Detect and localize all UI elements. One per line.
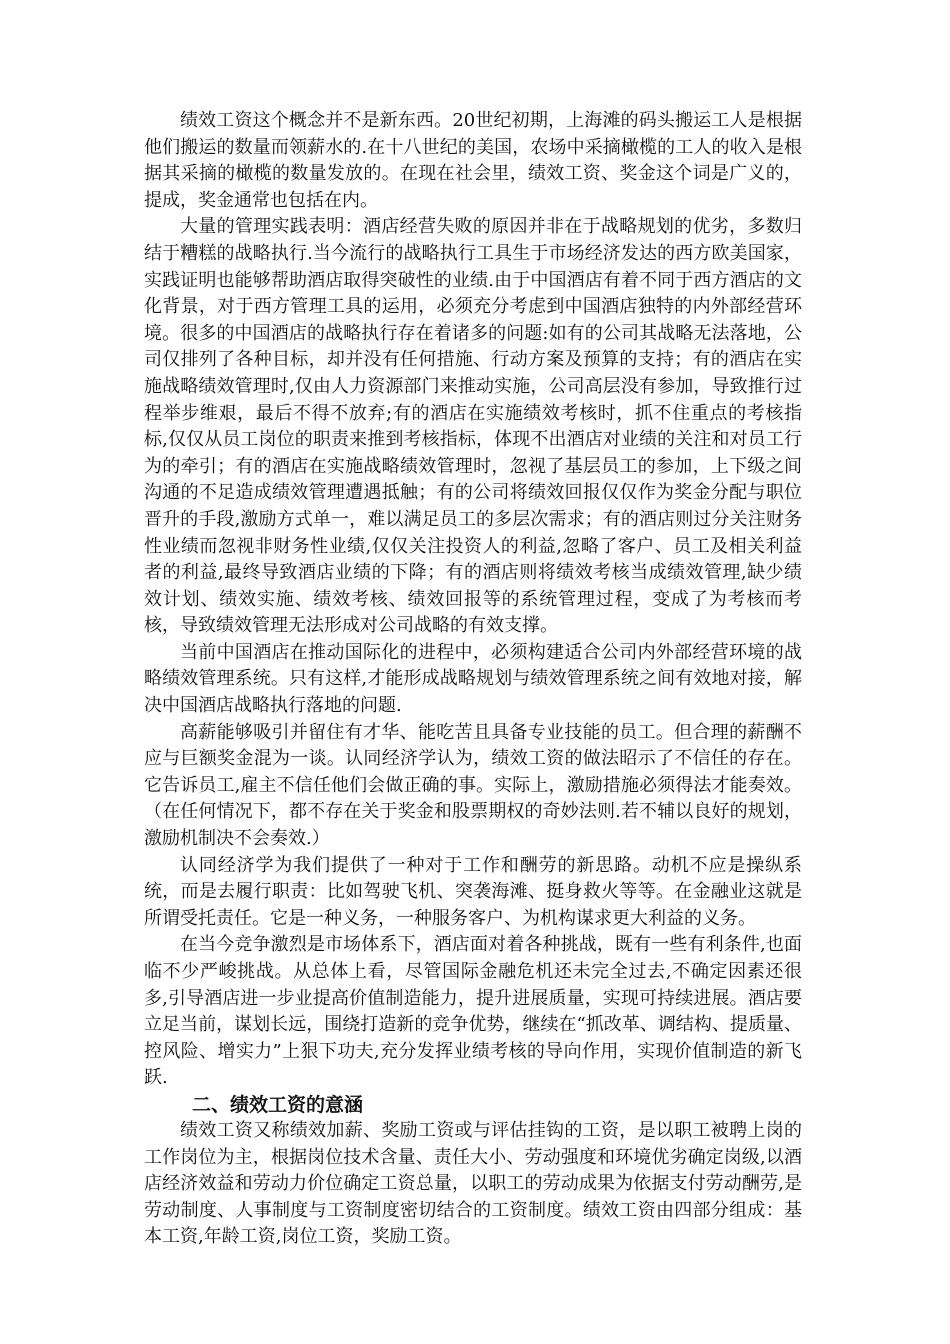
- paragraph-definition: 绩效工资又称绩效加薪、奖励工资或与评估挂钩的工资，是以职工被聘上岗的工作岗位为主，根据岗位技术含量、责任大小、劳动强度和环境优劣确定岗级,以酒店经济效益和劳动力价位确定工资总量，以职工的劳动成果为依据支付劳动酬劳,是劳动制度、人事制度与工资制度密切结合的工资制度。绩效工资由四部分组成：基本工资,年龄工资,岗位工资，奖励工资。: [144, 1119, 802, 1248]
- paragraph-internationalization: 当前中国酒店在推动国际化的进程中，必须构建适合公司内外部经营环境的战略绩效管理系统。只有这样,才能形成战略规划与绩效管理系统之间有效地对接，解决中国酒店战略执行落地的问题.: [144, 641, 802, 717]
- paragraph-history: 绩效工资这个概念并不是新东西。20世纪初期，上海滩的码头搬运工人是根据他们搬运的数量而领薪水的.在十八世纪的美国，农场中采摘橄榄的工人的收入是根据其采摘的橄榄的数量发放的。在现在社会里，绩效工资、奖金这个词是广义的，提成，奖金通常也包括在内。: [144, 110, 802, 211]
- section-heading: 二、绩效工资的意涵: [192, 1093, 364, 1116]
- paragraph-strategy-execution: 大量的管理实践表明：酒店经营失败的原因并非在于战略规划的优劣，多数归结于糟糕的战略执行.当今流行的战略执行工具生于市场经济发达的西方欧美国家，实践证明也能够帮助酒店取得突破性的业绩.由于中国酒店有着不同于西方酒店的文化背景，对于西方管理工具的运用，必须充分考虑到中国酒店独特的内外部经营环境。很多的中国酒店的战略执行存在着诸多的问题:如有的公司其战略无法落地，公司仅排列了各种目标，却并没有任何措施、行动方案及预算的支持；有的酒店在实施战略绩效管理时,仅由人力资源部门来推动实施，公司高层没有参加，导致推行过程举步维艰，最后不得不放弃;有的酒店在实施绩效考核时，抓不住重点的考核指标,仅仅从员工岗位的职责来推到考核指标，体现不出酒店对业绩的关注和对员工行为的牵引；有的酒店在实施战略绩效管理时，忽视了基层员工的参加，上下级之间沟通的不足造成绩效管理遭遇抵触；有的公司将绩效回报仅仅作为奖金分配与职位晋升的手段,激励方式单一，难以满足员工的多层次需求；有的酒店则过分关注财务性业绩而忽视非财务性业绩,仅仅关注投资人的利益,忽略了客户、员工及相关利益者的利益,最终导致酒店业绩的下降；有的酒店则将绩效考核当成绩效管理,缺少绩效计划、绩效实施、绩效考核、绩效回报等的系统管理过程，变成了为考核而考核，导致绩效管理无法形成对公司战略的有效支撑。: [144, 216, 802, 637]
- paragraph-competition: 在当今竞争激烈是市场体系下，酒店面对着各种挑战，既有一些有利条件,也面临不少严峻挑战。从总体上看，尽管国际金融危机还未完全过去,不确定因素还很多,引导酒店进一步业提高价值制造能力，提升进展质量，实现可持续进展。酒店要立足当前，谋划长远，围绕打造新的竞争优势，继续在“抓改革、调结构、提质量、控风险、增实力”上狠下功夫,充分发挥业绩考核的导向作用，实现价值制造的新飞跃.: [144, 934, 802, 1089]
- document-page: [144, 108, 802, 1251]
- paragraph-high-salary: 高薪能够吸引并留住有才华、能吃苦且具备专业技能的员工。但合理的薪酬不应与巨额奖金混为一谈。认同经济学认为，绩效工资的做法昭示了不信任的存在。它告诉员工,雇主不信任他们会做正确的事。实际上，激励措施必须得法才能奏效。（在任何情况下，都不存在关于奖金和股票期权的奇妙法则.若不辅以良好的规划，激励机制决不会奏效.）: [144, 721, 802, 850]
- paragraph-identity-economics: 认同经济学为我们提供了一种对于工作和酬劳的新思路。动机不应是操纵系统，而是去履行职责：比如驾驶飞机、突袭海滩、挺身救火等等。在金融业这就是所谓受托责任。它是一种义务，一种服务客户、为机构谋求更大利益的义务。: [144, 854, 802, 929]
